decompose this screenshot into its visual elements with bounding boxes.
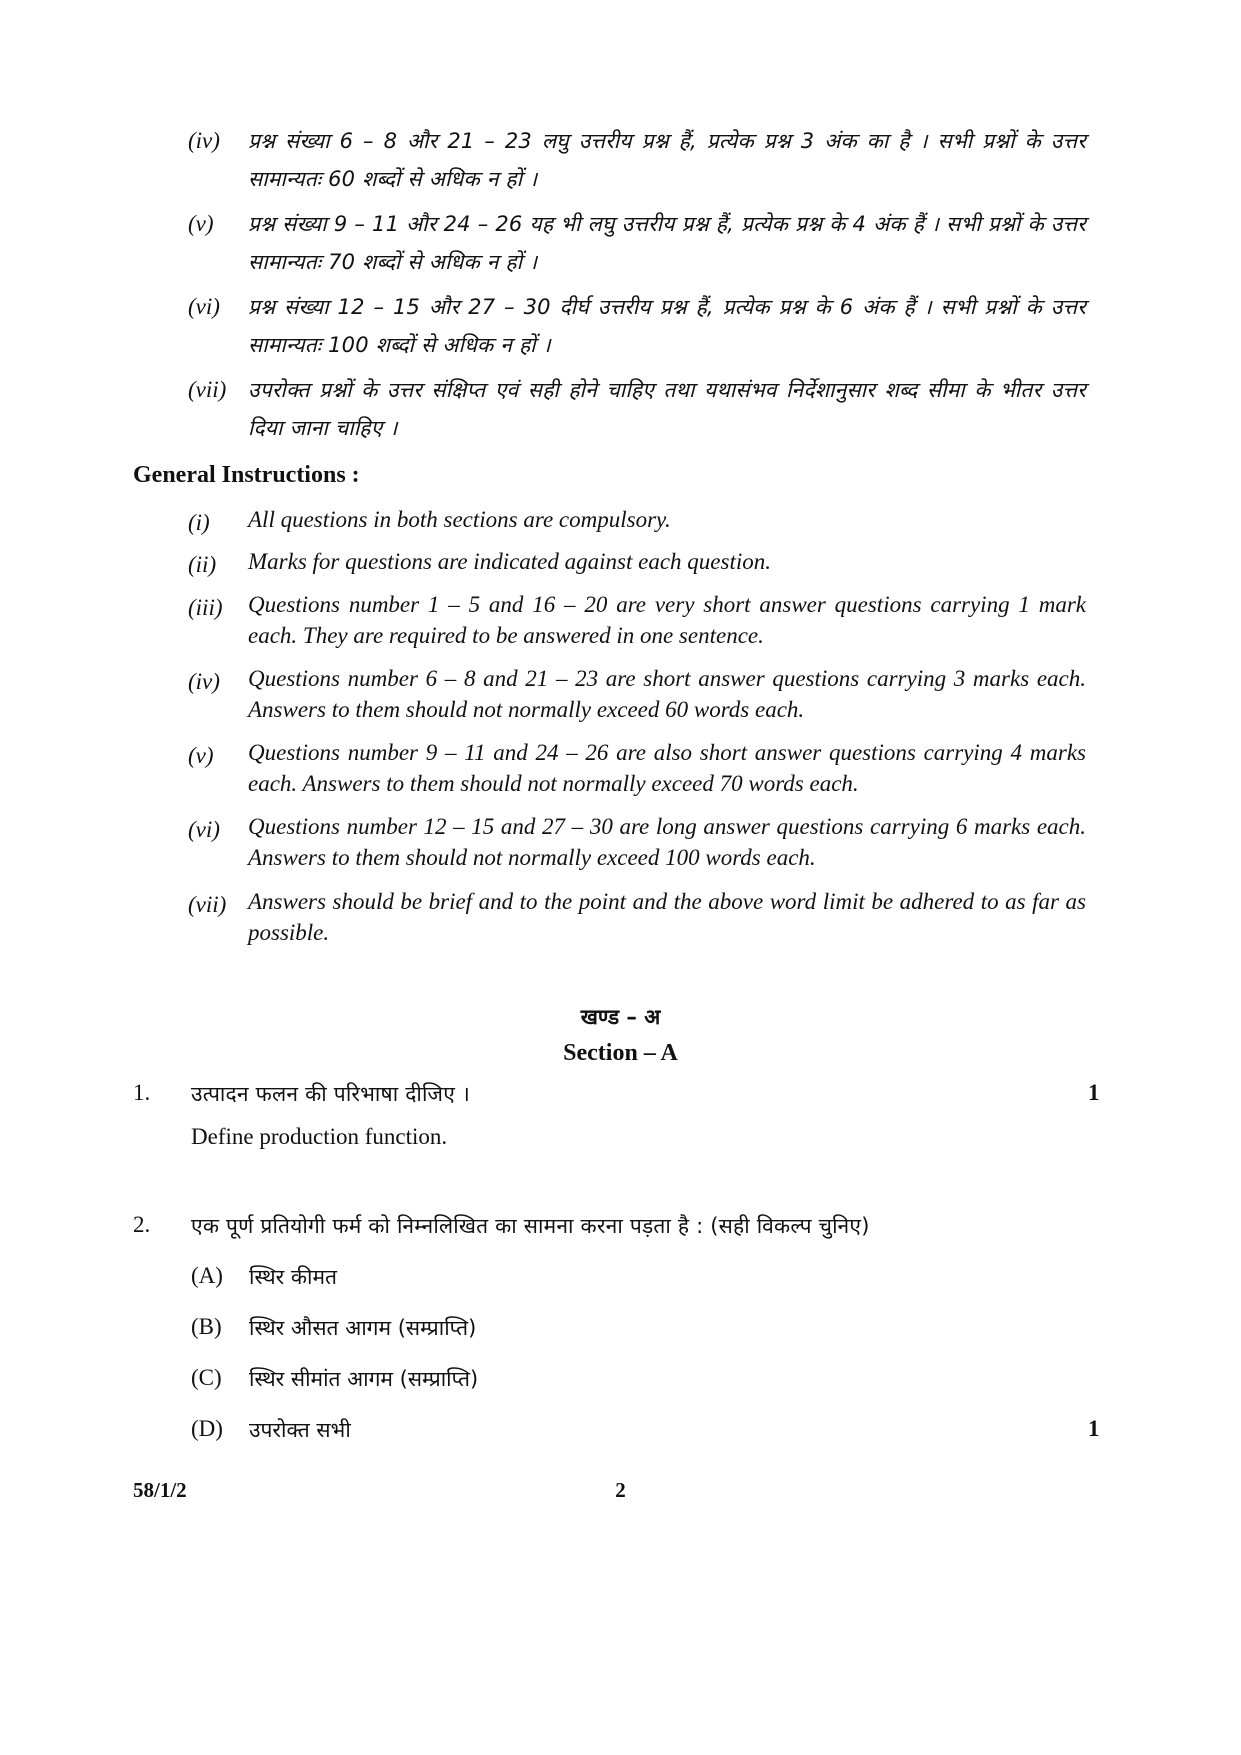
item-number: (v) xyxy=(188,211,214,236)
item-number: (vii) xyxy=(188,377,227,402)
item-number: (iv) xyxy=(188,669,220,694)
question-number: 1. xyxy=(133,1080,151,1105)
item-text: Questions number 12 – 15 and 27 – 30 are long answer questions carrying 6 marks each. Answers to them should not normally exceed 100 words each. xyxy=(248,814,1086,870)
item-text: उपरोक्त प्रश्नों के उत्तर संक्षिप्त एवं सही होने चाहिए तथा यथासंभव निर्देशानुसार शब्द सीमा के भीतर उत्तर दिया जाना चाहिए । xyxy=(248,378,1086,440)
option-text: स्थिर कीमत xyxy=(249,1265,337,1289)
item-number: (iii) xyxy=(188,595,223,620)
paper-code: 58/1/2 xyxy=(133,1478,187,1502)
item-text: प्रश्न संख्या 9 – 11 और 24 – 26 यह भी लघु उत्तरीय प्रश्न हैं, प्रत्येक प्रश्न के 4 अंक हैं । सभी प्रश्नों के उत्तर सामान्यतः 70 शब्दों से अधिक न हों । xyxy=(248,212,1086,274)
option-text: उपरोक्त सभी xyxy=(249,1418,351,1442)
item-text: Marks for questions are indicated against each question. xyxy=(248,549,771,574)
option-label: (A) xyxy=(191,1263,223,1288)
question-text-english: Define production function. xyxy=(191,1124,448,1149)
item-text: प्रश्न संख्या 6 – 8 और 21 – 23 लघु उत्तरीय प्रश्न हैं, प्रत्येक प्रश्न 3 अंक का है । सभी प्रश्नों के उत्तर सामान्यतः 60 शब्दों से अधिक न हों । xyxy=(248,129,1086,191)
item-number: (ii) xyxy=(188,552,217,577)
question-text-hindi: एक पूर्ण प्रतियोगी फर्म को निम्नलिखित का सामना करना पड़ता है : (सही विकल्प चुनिए) xyxy=(191,1214,870,1238)
option-label: (C) xyxy=(191,1365,222,1390)
item-text: All questions in both sections are compulsory. xyxy=(248,507,671,532)
section-title-hindi: खण्ड – अ xyxy=(580,1005,661,1029)
item-text: Questions number 1 – 5 and 16 – 20 are very short answer questions carrying 1 mark each. They are required to be answered in one sentence. xyxy=(248,592,1086,648)
item-number: (vii) xyxy=(188,892,227,917)
general-instructions-title: General Instructions : xyxy=(133,462,360,488)
item-text: Answers should be brief and to the point and the above word limit be adhered to as far as possible. xyxy=(248,889,1086,945)
page-number: 2 xyxy=(615,1478,626,1502)
item-number: (vi) xyxy=(188,817,220,842)
item-text: Questions number 6 – 8 and 21 – 23 are short answer questions carrying 3 marks each. Answers to them should not normally exceed 60 words each. xyxy=(248,666,1086,722)
question-number: 2. xyxy=(133,1212,151,1237)
question-1-marks: 1 xyxy=(1088,1080,1100,1105)
item-number: (vi) xyxy=(188,294,220,319)
option-label: (D) xyxy=(191,1416,223,1441)
item-number: (iv) xyxy=(188,128,220,153)
item-text: प्रश्न संख्या 12 – 15 और 27 – 30 दीर्घ उत्तरीय प्रश्न हैं, प्रत्येक प्रश्न के 6 अंक हैं । सभी प्रश्नों के उत्तर सामान्यतः 100 शब्दों से अधिक न हों । xyxy=(248,295,1086,357)
option-text: स्थिर औसत आगम (सम्प्राप्ति) xyxy=(249,1316,477,1340)
item-text: Questions number 9 – 11 and 24 – 26 are also short answer questions carrying 4 marks each. Answers to them should not normally exceed 70 words each. xyxy=(248,740,1086,796)
item-number: (v) xyxy=(188,743,214,768)
item-number: (i) xyxy=(188,510,210,535)
option-label: (B) xyxy=(191,1314,222,1339)
question-2-marks: 1 xyxy=(1088,1416,1100,1441)
section-title-english: Section – A xyxy=(563,1040,678,1066)
question-text-hindi: उत्पादन फलन की परिभाषा दीजिए । xyxy=(191,1082,471,1106)
option-text: स्थिर सीमांत आगम (सम्प्राप्ति) xyxy=(249,1367,479,1391)
